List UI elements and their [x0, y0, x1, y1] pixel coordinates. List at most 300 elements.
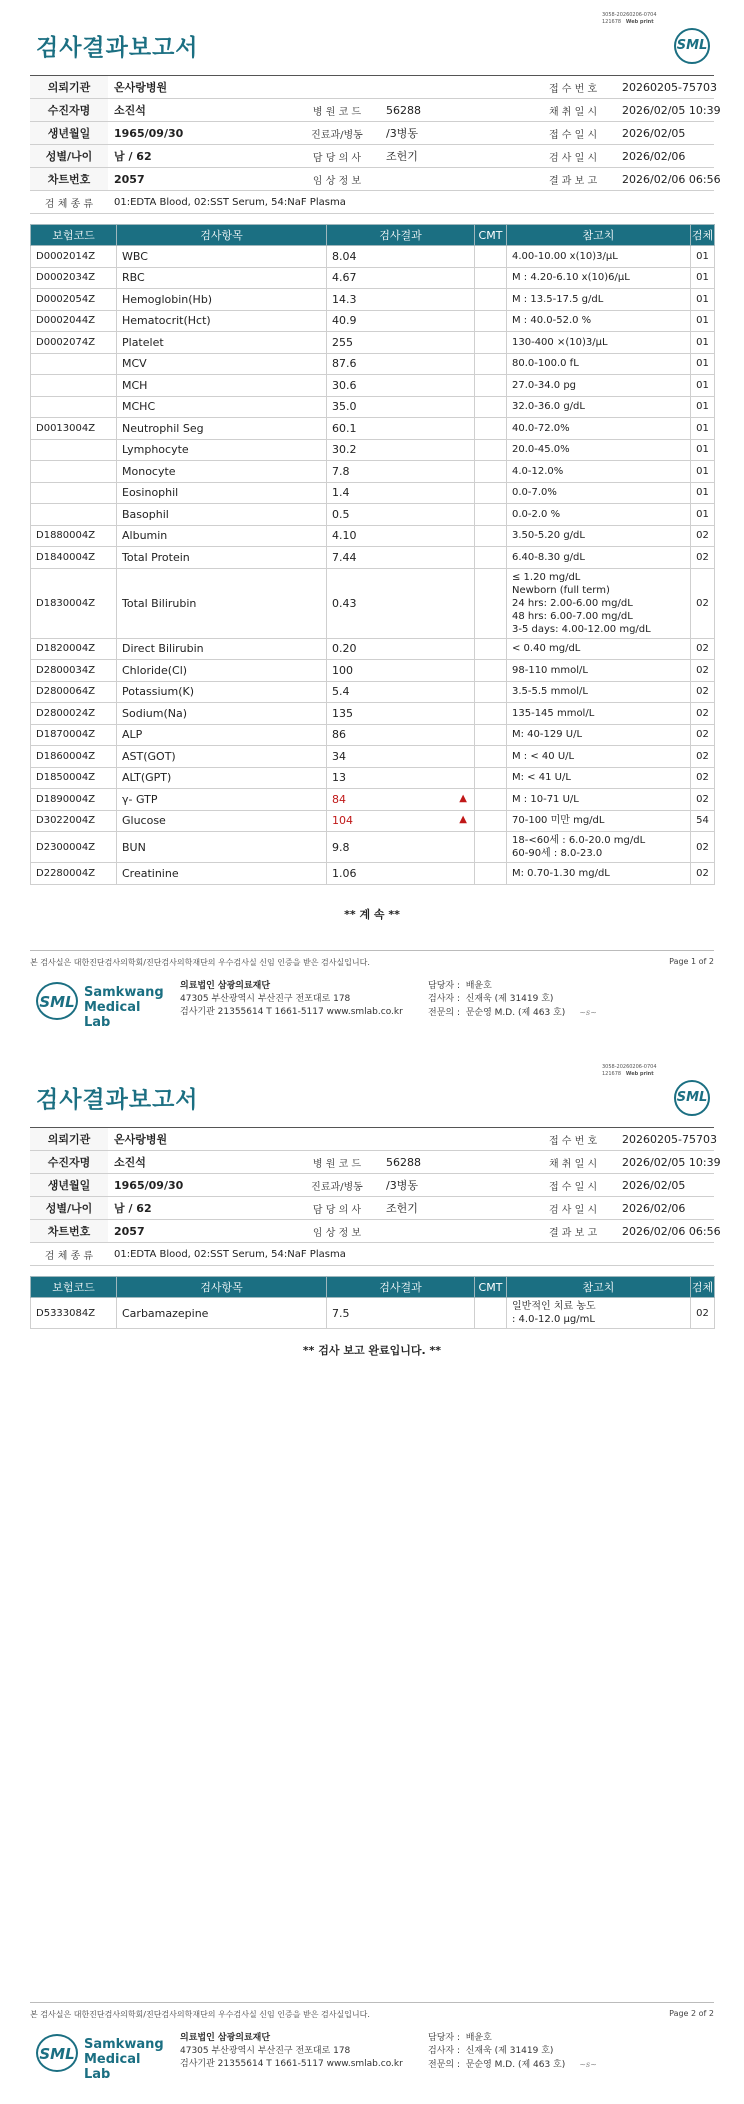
reference-range: M : 10-71 U/L	[507, 789, 691, 811]
result-value: 84	[332, 792, 346, 806]
test-item: Eosinophil	[117, 482, 327, 504]
specimen-code: 02	[691, 789, 715, 811]
collect-date-label: 채 취 일 시	[530, 99, 616, 122]
doctor-label: 담 당 의 사	[294, 1197, 380, 1220]
test-result	[327, 660, 475, 682]
result-value: 30.2	[332, 443, 357, 457]
report-title: 검사결과보고서	[36, 1087, 199, 1113]
report-title: 검사결과보고서	[36, 35, 199, 61]
receipt-date-label: 접 수 일 시	[530, 1174, 616, 1197]
result-row	[31, 418, 715, 440]
reference-range: M: < 41 U/L	[507, 767, 691, 789]
test-result	[327, 767, 475, 789]
test-item: γ- GTP	[117, 789, 327, 811]
specimen-code: 01	[691, 289, 715, 311]
patient-info-table	[30, 75, 721, 214]
chart-value: 2057	[108, 1220, 294, 1243]
clinical-value	[380, 168, 530, 191]
cmt-cell	[475, 418, 507, 440]
sml-logo: SML	[674, 1080, 710, 1116]
test-result	[327, 504, 475, 526]
test-item: WBC	[117, 246, 327, 268]
result-row	[31, 832, 715, 863]
header-code: 보험코드	[31, 225, 117, 246]
chart-value: 2057	[108, 168, 294, 191]
cmt-cell	[475, 375, 507, 397]
birth-value: 1965/09/30	[108, 1174, 294, 1197]
cmt-cell	[475, 267, 507, 289]
result-value: 4.67	[332, 271, 357, 285]
specimen-code: 54	[691, 810, 715, 832]
test-item: Hematocrit(Hct)	[117, 310, 327, 332]
report-date-label: 결 과 보 고	[530, 168, 616, 191]
report-complete-text: ** 검사 보고 완료입니다. **	[302, 1344, 442, 1357]
doctor-label: 담 당 의 사	[294, 145, 380, 168]
test-item: Albumin	[117, 525, 327, 547]
specimen-code: 01	[691, 418, 715, 440]
result-row	[31, 482, 715, 504]
dept-label: 진료과/병동	[294, 122, 380, 145]
result-row	[31, 681, 715, 703]
reference-range: 40.0-72.0%	[507, 418, 691, 440]
org-info: 의료법인 삼광의료재단 47305 부산광역시 부산진구 전포대로 178 검사기관 21355614 T 1661-5117 www.smlab.co.kr	[180, 981, 403, 1017]
reference-range: 4.00-10.00 x(10)3/μL	[507, 246, 691, 268]
result-value: 40.9	[332, 314, 357, 328]
test-item: Total Protein	[117, 547, 327, 569]
header-cmt: CMT	[475, 225, 507, 246]
certification-text: 본 검사실은 대한진단검사의학회/진단검사의학재단의 우수검사실 신임 인증을 받은 검사실입니다.	[30, 958, 370, 967]
receipt-date-label: 접 수 일 시	[530, 122, 616, 145]
test-result	[327, 246, 475, 268]
insurance-code	[31, 504, 117, 526]
sex-age-value: 남 / 62	[108, 145, 294, 168]
subject-value: 소진석	[108, 1151, 294, 1174]
reference-range: 135-145 mmol/L	[507, 703, 691, 725]
test-date-value: 2026/02/06	[616, 145, 714, 168]
test-result	[327, 810, 475, 832]
result-value: 7.44	[332, 550, 357, 564]
test-item: ALT(GPT)	[117, 767, 327, 789]
insurance-code: D0002074Z	[31, 332, 117, 354]
test-item: AST(GOT)	[117, 746, 327, 768]
header-code: 보험코드	[31, 1277, 117, 1298]
continued-text: ** 계 속 **	[344, 908, 400, 921]
header-item: 검사항목	[117, 1277, 327, 1298]
test-item: Glucose	[117, 810, 327, 832]
birth-value: 1965/09/30	[108, 122, 294, 145]
specimen-label: 검 체 종 류	[30, 191, 108, 214]
header-cmt: CMT	[475, 1277, 507, 1298]
insurance-code	[31, 396, 117, 418]
cmt-cell	[475, 289, 507, 311]
result-value: 35.0	[332, 400, 357, 414]
test-result	[327, 832, 475, 863]
cmt-cell	[475, 767, 507, 789]
result-value: 34	[332, 749, 346, 763]
specimen-code: 02	[691, 703, 715, 725]
test-item: Creatinine	[117, 863, 327, 885]
footer-rule	[30, 950, 714, 951]
reference-range: M: 0.70-1.30 mg/dL	[507, 863, 691, 885]
clinical-value	[380, 1220, 530, 1243]
result-value: 9.8	[332, 840, 350, 854]
birth-label: 생년월일	[30, 122, 108, 145]
specimen-code: 02	[691, 724, 715, 746]
insurance-code: D1840004Z	[31, 547, 117, 569]
result-row	[31, 724, 715, 746]
test-item: Direct Bilirubin	[117, 638, 327, 660]
test-item: Hemoglobin(Hb)	[117, 289, 327, 311]
test-date-label: 검 사 일 시	[530, 1197, 616, 1220]
result-value: 1.06	[332, 866, 357, 880]
test-result	[327, 461, 475, 483]
result-row	[31, 703, 715, 725]
result-row	[31, 332, 715, 354]
header-result: 검사결과	[327, 225, 475, 246]
cmt-cell	[475, 681, 507, 703]
result-row	[31, 525, 715, 547]
certification-text: 본 검사실은 대한진단검사의학회/진단검사의학재단의 우수검사실 신임 인증을 받은 검사실입니다.	[30, 2010, 370, 2019]
doctor-value: 조헌기	[380, 1197, 530, 1220]
cmt-cell	[475, 396, 507, 418]
test-result	[327, 375, 475, 397]
reference-range: 4.0-12.0%	[507, 461, 691, 483]
test-item: Neutrophil Seg	[117, 418, 327, 440]
result-value: 135	[332, 706, 353, 720]
clinical-label: 임 상 정 보	[294, 168, 380, 191]
report-page-2	[0, 1052, 744, 2104]
specimen-code: 02	[691, 832, 715, 863]
hospital-code-label: 병 원 코 드	[294, 1151, 380, 1174]
insurance-code: D1890004Z	[31, 789, 117, 811]
insurance-code: D1820004Z	[31, 638, 117, 660]
result-value: 4.10	[332, 529, 357, 543]
test-result	[327, 681, 475, 703]
insurance-code: D1880004Z	[31, 525, 117, 547]
specimen-code: 02	[691, 638, 715, 660]
insurance-code: D2800024Z	[31, 703, 117, 725]
hospital-code-value: 56288	[380, 99, 530, 122]
header-ref: 참고치	[507, 225, 691, 246]
receipt-no-label: 접 수 번 호	[530, 76, 616, 99]
hospital-code-label: 병 원 코 드	[294, 99, 380, 122]
specimen-code: 01	[691, 310, 715, 332]
cmt-cell	[475, 547, 507, 569]
test-date-value: 2026/02/06	[616, 1197, 714, 1220]
specimen-code: 01	[691, 439, 715, 461]
result-row	[31, 1298, 715, 1329]
hospital-label: 의뢰기관	[30, 1128, 108, 1151]
result-value: 0.5	[332, 507, 350, 521]
result-value: 5.4	[332, 685, 350, 699]
result-row	[31, 767, 715, 789]
result-value: 1.4	[332, 486, 350, 500]
org-info: 의료법인 삼광의료재단 47305 부산광역시 부산진구 전포대로 178 검사기관 21355614 T 1661-5117 www.smlab.co.kr	[180, 2033, 403, 2069]
test-result	[327, 547, 475, 569]
reference-range: 0.0-7.0%	[507, 482, 691, 504]
test-item: Sodium(Na)	[117, 703, 327, 725]
page-number: Page 1 of 2	[669, 957, 714, 966]
result-row	[31, 638, 715, 660]
results-table	[30, 1276, 715, 1329]
test-result	[327, 418, 475, 440]
report-date-value: 2026/02/06 06:56	[616, 1220, 714, 1243]
result-row	[31, 547, 715, 569]
test-item: RBC	[117, 267, 327, 289]
reference-range: 3.50-5.20 g/dL	[507, 525, 691, 547]
insurance-code: D1850004Z	[31, 767, 117, 789]
receipt-date-value: 2026/02/05	[616, 122, 714, 145]
test-item: Lymphocyte	[117, 439, 327, 461]
receipt-no-value: 20260205-75703	[616, 1128, 714, 1151]
test-result	[327, 525, 475, 547]
insurance-code: D2300004Z	[31, 832, 117, 863]
test-result	[327, 724, 475, 746]
subject-label: 수진자명	[30, 99, 108, 122]
result-value: 8.04	[332, 249, 357, 263]
insurance-code: D0002054Z	[31, 289, 117, 311]
specimen-code: 01	[691, 246, 715, 268]
insurance-code: D2800064Z	[31, 681, 117, 703]
result-row	[31, 568, 715, 638]
print-code: 3058-20260206-0704 121678 Web print	[602, 12, 657, 25]
staff-info: 담당자 : 배윤호 검사자 : 신재욱 (제 31419 호) 전문의 : 문순영 M.D. (제 463 호) ~s~	[428, 2033, 597, 2070]
insurance-code: D1870004Z	[31, 724, 117, 746]
test-result	[327, 863, 475, 885]
insurance-code: D0002034Z	[31, 267, 117, 289]
samkwang-logo: SML Samkwang Medical Lab	[36, 978, 166, 1024]
cmt-cell	[475, 746, 507, 768]
reference-range: M : < 40 U/L	[507, 746, 691, 768]
collect-date-value: 2026/02/05 10:39	[616, 1151, 714, 1174]
cmt-cell	[475, 439, 507, 461]
test-result	[327, 267, 475, 289]
test-date-label: 검 사 일 시	[530, 145, 616, 168]
result-value: 7.8	[332, 464, 350, 478]
subject-label: 수진자명	[30, 1151, 108, 1174]
cmt-cell	[475, 568, 507, 638]
reference-range: 20.0-45.0%	[507, 439, 691, 461]
dept-value: /3병동	[380, 1174, 530, 1197]
results-table	[30, 224, 715, 885]
reference-range: 98-110 mmol/L	[507, 660, 691, 682]
reference-range: M : 13.5-17.5 g/dL	[507, 289, 691, 311]
header-specimen: 검체	[691, 225, 715, 246]
insurance-code	[31, 482, 117, 504]
insurance-code: D0002014Z	[31, 246, 117, 268]
result-row	[31, 789, 715, 811]
test-item: MCV	[117, 353, 327, 375]
specimen-code: 02	[691, 660, 715, 682]
reference-range: 70-100 미만 mg/dL	[507, 810, 691, 832]
print-code: 3058-20260206-0704 121678 Web print	[602, 1064, 657, 1077]
cmt-cell	[475, 353, 507, 375]
cmt-cell	[475, 525, 507, 547]
header-specimen: 검체	[691, 1277, 715, 1298]
result-value: 255	[332, 335, 353, 349]
birth-label: 생년월일	[30, 1174, 108, 1197]
test-result	[327, 789, 475, 811]
test-item: ALP	[117, 724, 327, 746]
result-row	[31, 863, 715, 885]
test-result	[327, 439, 475, 461]
reference-range: 6.40-8.30 g/dL	[507, 547, 691, 569]
result-value: 100	[332, 663, 353, 677]
test-result	[327, 1298, 475, 1329]
doctor-value: 조헌기	[380, 145, 530, 168]
result-row	[31, 267, 715, 289]
header-item: 검사항목	[117, 225, 327, 246]
result-value: 60.1	[332, 421, 357, 435]
test-result	[327, 482, 475, 504]
insurance-code: D5333084Z	[31, 1298, 117, 1329]
collect-date-value: 2026/02/05 10:39	[616, 99, 714, 122]
page-number: Page 2 of 2	[669, 2009, 714, 2018]
reference-range: ≤ 1.20 mg/dL Newborn (full term) 24 hrs: 2.00-6.00 mg/dL 48 hrs: 6.00-7.00 mg/dL 3-5 days: 4.00-12.00 mg/dL	[507, 568, 691, 638]
test-result	[327, 638, 475, 660]
result-value: 30.6	[332, 378, 357, 392]
test-item: Basophil	[117, 504, 327, 526]
result-row	[31, 810, 715, 832]
chart-label: 차트번호	[30, 168, 108, 191]
dept-value: /3병동	[380, 122, 530, 145]
insurance-code	[31, 461, 117, 483]
result-row	[31, 289, 715, 311]
test-result	[327, 703, 475, 725]
specimen-code: 02	[691, 547, 715, 569]
sex-age-label: 성별/나이	[30, 1197, 108, 1220]
test-item: MCH	[117, 375, 327, 397]
test-item: Total Bilirubin	[117, 568, 327, 638]
test-result	[327, 568, 475, 638]
insurance-code: D0002044Z	[31, 310, 117, 332]
insurance-code: D2800034Z	[31, 660, 117, 682]
result-value: 14.3	[332, 292, 357, 306]
result-row	[31, 353, 715, 375]
result-value: 87.6	[332, 357, 357, 371]
insurance-code: D0013004Z	[31, 418, 117, 440]
test-result	[327, 396, 475, 418]
test-result	[327, 332, 475, 354]
test-item: Chloride(Cl)	[117, 660, 327, 682]
result-row	[31, 746, 715, 768]
report-date-label: 결 과 보 고	[530, 1220, 616, 1243]
cmt-cell	[475, 310, 507, 332]
test-item: Potassium(K)	[117, 681, 327, 703]
receipt-no-value: 20260205-75703	[616, 76, 714, 99]
signature-mark: ~s~	[579, 1008, 597, 1017]
receipt-no-label: 접 수 번 호	[530, 1128, 616, 1151]
reference-range: 일반적인 치료 농도 : 4.0-12.0 μg/mL	[507, 1298, 691, 1329]
footer-rule	[30, 2002, 714, 2003]
insurance-code: D1860004Z	[31, 746, 117, 768]
reference-range: 80.0-100.0 fL	[507, 353, 691, 375]
cmt-cell	[475, 504, 507, 526]
staff-info: 담당자 : 배윤호 검사자 : 신재욱 (제 31419 호) 전문의 : 문순영 M.D. (제 463 호) ~s~	[428, 981, 597, 1018]
sex-age-value: 남 / 62	[108, 1197, 294, 1220]
reference-range: 0.0-2.0 %	[507, 504, 691, 526]
test-result	[327, 310, 475, 332]
specimen-code: 01	[691, 396, 715, 418]
cmt-cell	[475, 482, 507, 504]
cmt-cell	[475, 863, 507, 885]
result-value: 13	[332, 771, 346, 785]
specimen-code: 01	[691, 482, 715, 504]
test-item: Platelet	[117, 332, 327, 354]
cmt-cell	[475, 703, 507, 725]
cmt-cell	[475, 332, 507, 354]
hospital-code-value: 56288	[380, 1151, 530, 1174]
result-value: 86	[332, 728, 346, 742]
report-date-value: 2026/02/06 06:56	[616, 168, 714, 191]
test-item: MCHC	[117, 396, 327, 418]
reference-range: < 0.40 mg/dL	[507, 638, 691, 660]
cmt-cell	[475, 724, 507, 746]
reference-range: 27.0-34.0 pg	[507, 375, 691, 397]
result-row	[31, 396, 715, 418]
high-flag-icon: ▲	[459, 792, 467, 804]
header-ref: 참고치	[507, 1277, 691, 1298]
subject-value: 소진석	[108, 99, 294, 122]
specimen-value: 01:EDTA Blood, 02:SST Serum, 54:NaF Plasma	[108, 1243, 714, 1266]
result-row	[31, 246, 715, 268]
sml-logo: SML	[674, 28, 710, 64]
cmt-cell	[475, 246, 507, 268]
specimen-label: 검 체 종 류	[30, 1243, 108, 1266]
chart-label: 차트번호	[30, 1220, 108, 1243]
collect-date-label: 채 취 일 시	[530, 1151, 616, 1174]
test-item: Monocyte	[117, 461, 327, 483]
header-result: 검사결과	[327, 1277, 475, 1298]
clinical-label: 임 상 정 보	[294, 1220, 380, 1243]
dept-label: 진료과/병동	[294, 1174, 380, 1197]
signature-mark: ~s~	[579, 2060, 597, 2069]
sex-age-label: 성별/나이	[30, 145, 108, 168]
result-value: 104	[332, 814, 353, 828]
cmt-cell	[475, 1298, 507, 1329]
specimen-code: 01	[691, 332, 715, 354]
cmt-cell	[475, 461, 507, 483]
reference-range: 3.5-5.5 mmol/L	[507, 681, 691, 703]
specimen-code: 02	[691, 1298, 715, 1329]
reference-range: 130-400 ×(10)3/μL	[507, 332, 691, 354]
insurance-code: D2280004Z	[31, 863, 117, 885]
specimen-code: 02	[691, 525, 715, 547]
test-result	[327, 746, 475, 768]
reference-range: M : 4.20-6.10 x(10)6/μL	[507, 267, 691, 289]
cmt-cell	[475, 832, 507, 863]
specimen-code: 01	[691, 461, 715, 483]
reference-range: 18-<60세 : 6.0-20.0 mg/dL 60-90세 : 8.0-23.0	[507, 832, 691, 863]
specimen-code: 02	[691, 863, 715, 885]
specimen-code: 02	[691, 681, 715, 703]
specimen-code: 02	[691, 568, 715, 638]
cmt-cell	[475, 810, 507, 832]
result-row	[31, 375, 715, 397]
receipt-date-value: 2026/02/05	[616, 1174, 714, 1197]
specimen-code: 01	[691, 267, 715, 289]
result-row	[31, 439, 715, 461]
reference-range: M: 40-129 U/L	[507, 724, 691, 746]
high-flag-icon: ▲	[459, 814, 467, 826]
insurance-code	[31, 375, 117, 397]
specimen-code: 02	[691, 746, 715, 768]
insurance-code: D3022004Z	[31, 810, 117, 832]
cmt-cell	[475, 638, 507, 660]
hospital-value: 온사랑병원	[108, 76, 530, 99]
test-result	[327, 289, 475, 311]
test-item: BUN	[117, 832, 327, 863]
